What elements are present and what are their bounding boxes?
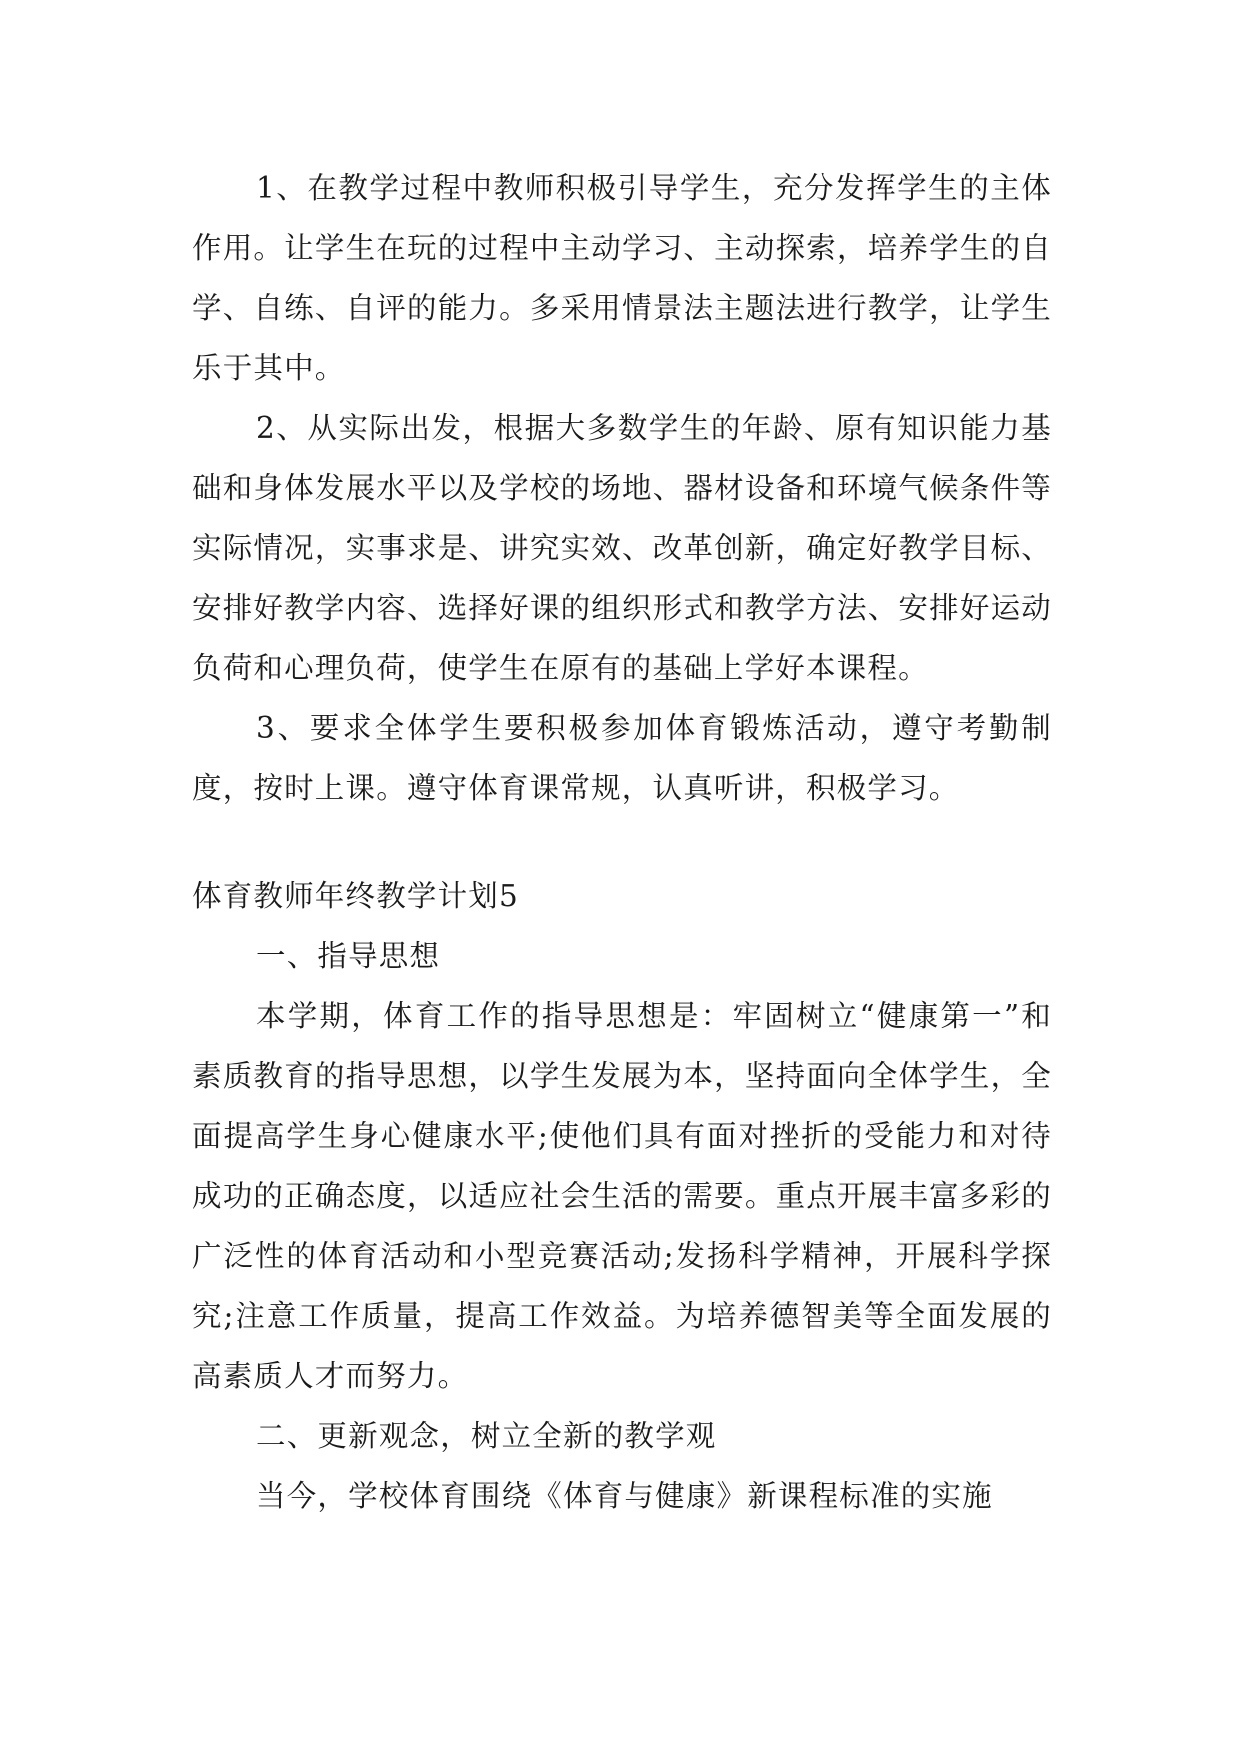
paragraph-item-2: 2、从实际出发，根据大多数学生的年龄、原有知识能力基础和身体发展水平以及学校的场地、器材设备和环境气候条件等实际情况，实事求是、讲究实效、改革创新，确定好教学目标、安排好教学内容、选择好课的组织形式和教学方法、安排好运动负荷和心理负荷，使学生在原有的基础上学好本课程。 [192, 411, 1052, 685]
paragraph-item-1: 1、在教学过程中教师积极引导学生，充分发挥学生的主体作用。让学生在玩的过程中主动学习、主动探索，培养学生的自学、自练、自评的能力。多采用情景法主题法进行教学，让学生乐于其中。 [192, 171, 1052, 385]
document-page [192, 158, 1052, 1526]
heading-guiding-thought: 一、指导思想 [256, 939, 441, 973]
paragraph-item-3: 3、要求全体学生要积极参加体育锻炼活动，遵守考勤制度，按时上课。遵守体育课常规，认真听讲，积极学习。 [192, 711, 1052, 805]
paragraph-last: 当今，学校体育围绕《体育与健康》新课程标准的实施 [256, 1479, 993, 1513]
section-spacer [192, 818, 1052, 866]
section-title: 体育教师年终教学计划5 [192, 879, 519, 913]
heading-new-concept: 二、更新观念，树立全新的教学观 [256, 1419, 717, 1453]
paragraph-guiding-thought: 本学期，体育工作的指导思想是：牢固树立“健康第一”和素质教育的指导思想，以学生发展为本，坚持面向全体学生，全面提高学生身心健康水平;使他们具有面对挫折的受能力和对待成功的正确态度，以适应社会生活的需要。重点开展丰富多彩的广泛性的体育活动和小型竞赛活动;发扬科学精神，开展科学探究;注意工作质量，提高工作效益。为培养德智美等全面发展的高素质人才而努力。 [192, 999, 1052, 1393]
